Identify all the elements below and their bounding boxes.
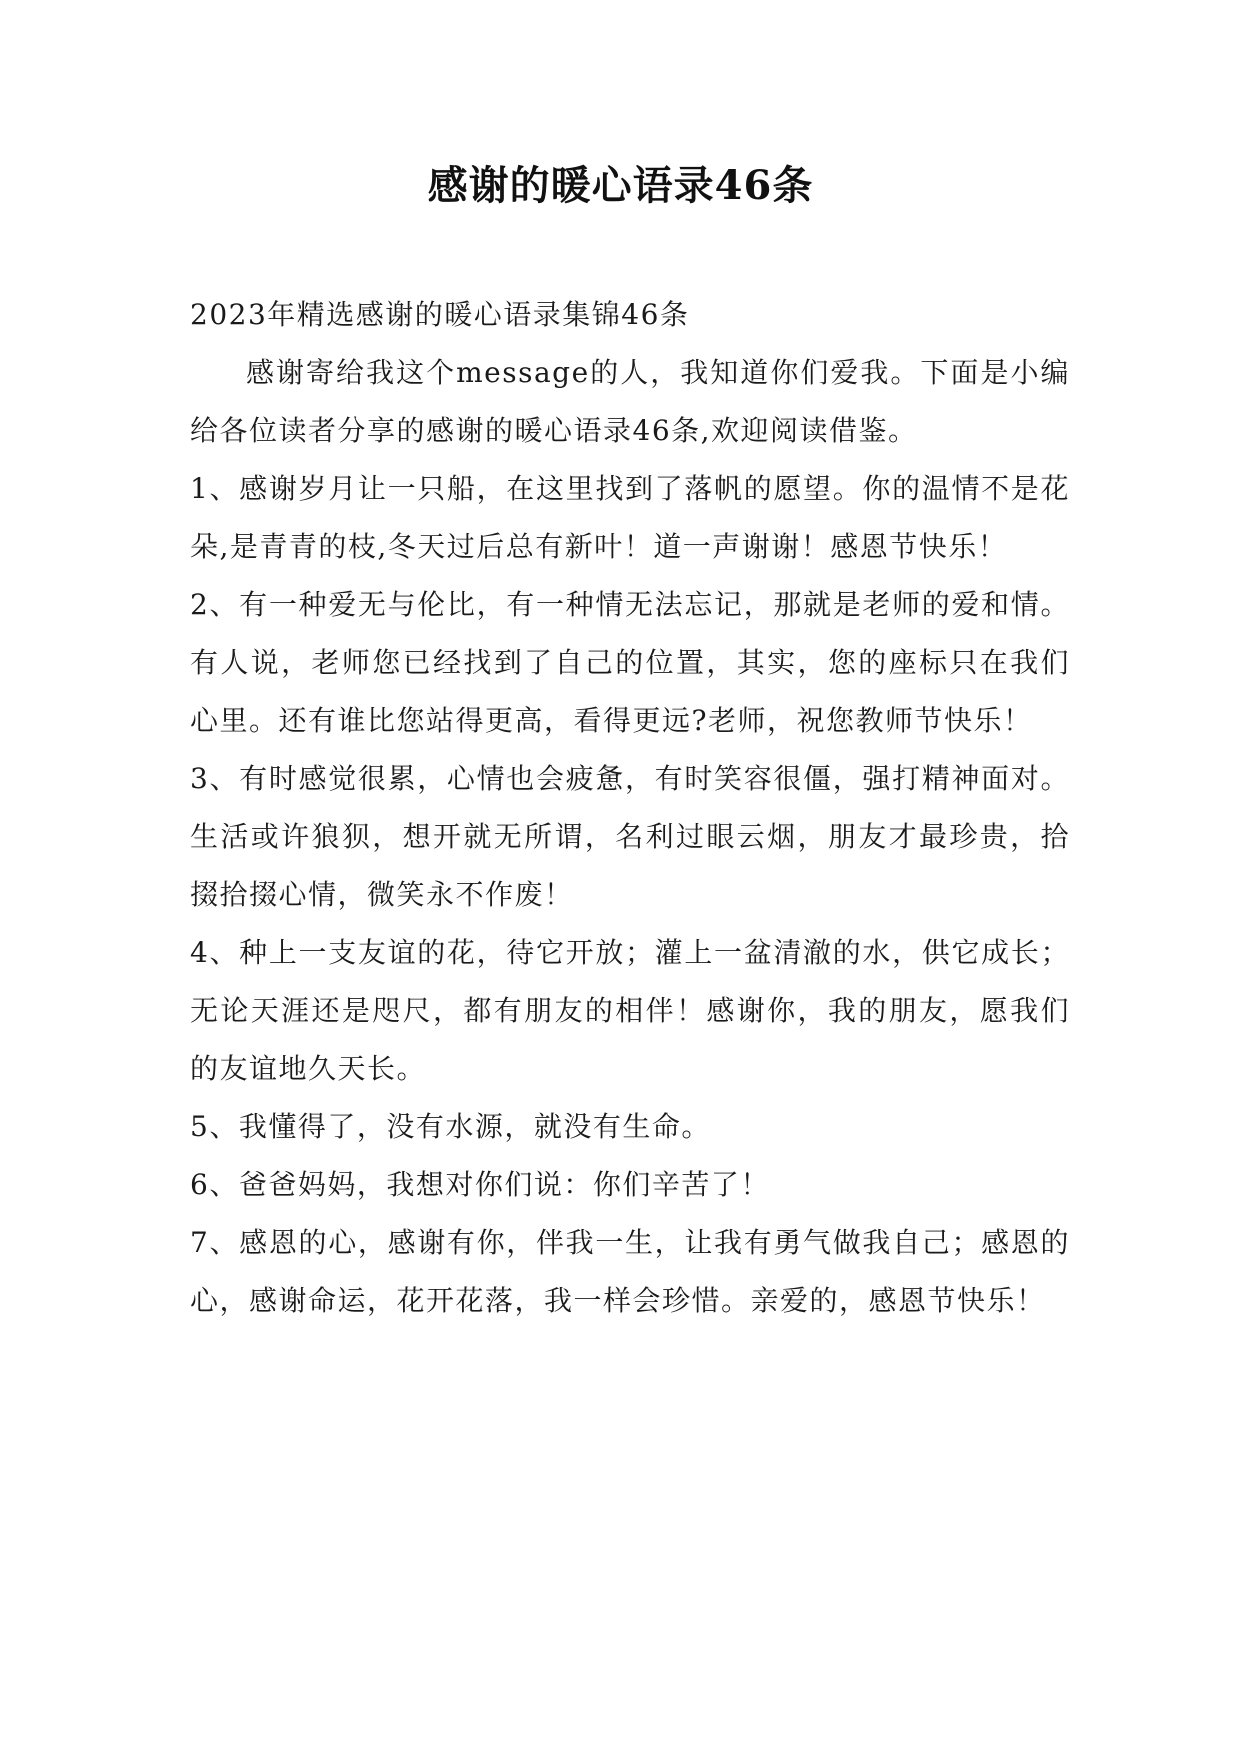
quote-paragraph-5: 5、我懂得了，没有水源，就没有生命。 <box>190 1110 711 1143</box>
quote-paragraph-7: 7、感恩的心，感谢有你，伴我一生，让我有勇气做我自己；感恩的心，感谢命运，花开花落，我一样会珍惜。亲爱的，感恩节快乐！ <box>190 1226 1070 1317</box>
subtitle-paragraph: 2023年精选感谢的暖心语录集锦46条 <box>190 298 690 331</box>
quote-paragraph-1: 1、感谢岁月让一只船，在这里找到了落帆的愿望。你的温情不是花朵,是青青的枝,冬天过后总有新叶！道一声谢谢！感恩节快乐！ <box>190 472 1070 563</box>
quote-paragraph-6: 6、爸爸妈妈，我想对你们说：你们辛苦了！ <box>190 1168 770 1201</box>
document-body <box>190 286 1070 1330</box>
quote-paragraph-2: 2、有一种爱无与伦比，有一种情无法忘记，那就是老师的爱和情。 有人说，老师您已经找到了自己的位置，其实，您的座标只在我们心里。还有谁比您站得更高，看得更远?老师，祝您教师节快乐！ <box>190 588 1070 737</box>
document-title: 感谢的暖心语录46条 <box>427 162 814 209</box>
quote-paragraph-4: 4、种上一支友谊的花，待它开放；灌上一盆清澈的水，供它成长；无论天涯还是咫尺，都有朋友的相伴！感谢你，我的朋友，愿我们的友谊地久天长。 <box>190 936 1070 1085</box>
quote-paragraph-3: 3、有时感觉很累，心情也会疲惫，有时笑容很僵，强打精神面对。生活或许狼狈，想开就无所谓，名利过眼云烟，朋友才最珍贵，拾掇拾掇心情，微笑永不作废！ <box>190 762 1070 911</box>
intro-paragraph: 感谢寄给我这个message的人，我知道你们爱我。下面是小编给各位读者分享的感谢的暖心语录46条,欢迎阅读借鉴。 <box>190 356 1070 447</box>
